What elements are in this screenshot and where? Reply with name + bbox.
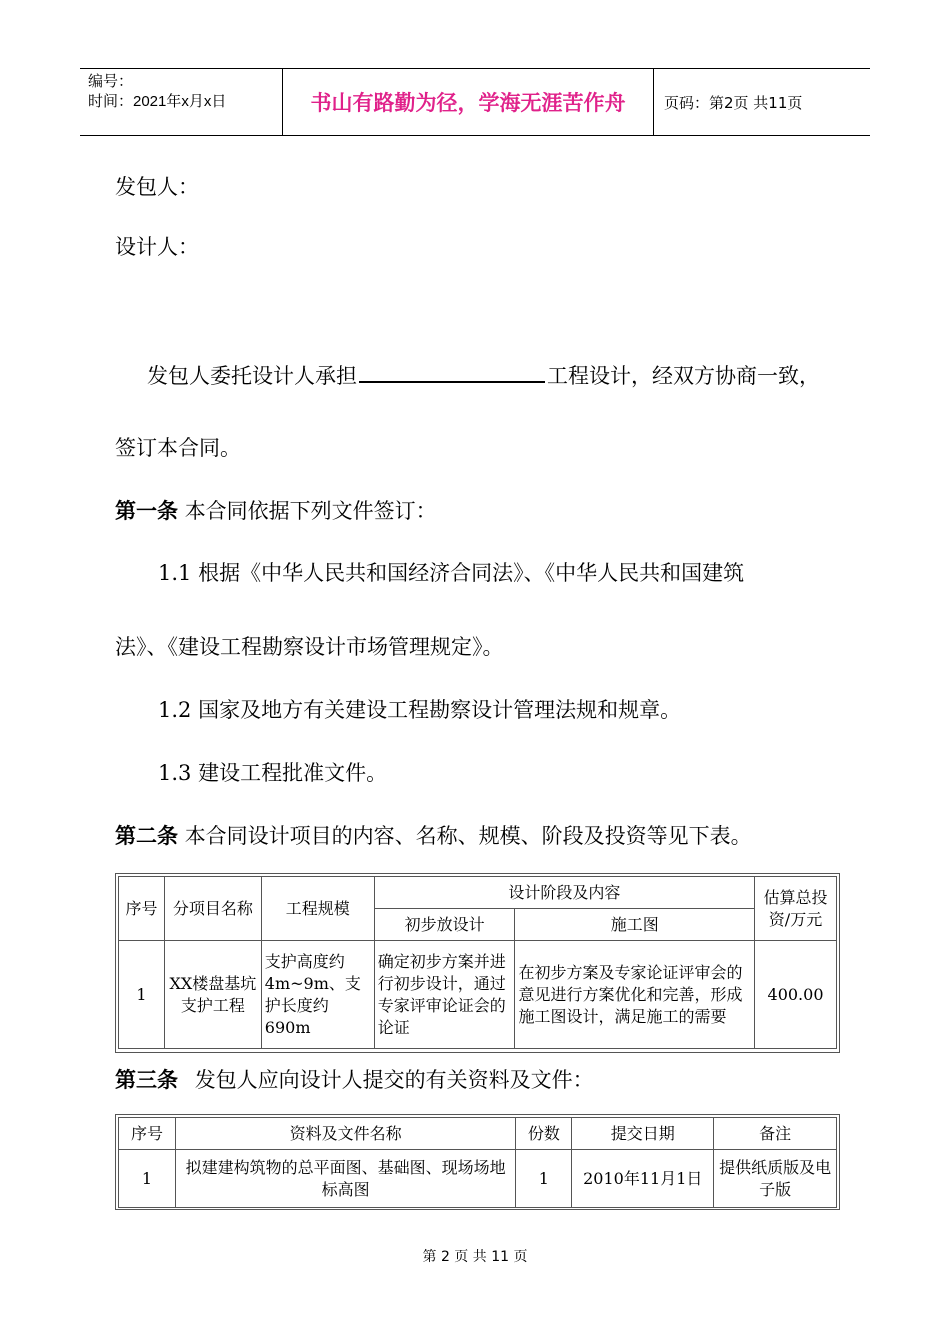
page-footer: 第 2 页 共 11 页 — [422, 1249, 528, 1265]
intro-paragraph — [147, 359, 820, 390]
table1-header-no: 序号 — [119, 877, 165, 941]
project-name-blank[interactable] — [359, 359, 545, 383]
table2-header-remark: 备注 — [714, 1118, 837, 1150]
table1-row-prelim: 确定初步方案并进行初步设计，通过专家评审论证会的论证 — [374, 941, 515, 1049]
table-row — [119, 1150, 837, 1208]
header-number: 编号： — [88, 73, 134, 90]
table2-row-date: 2010年11月1日 — [572, 1150, 714, 1208]
table1-row-construct: 在初步方案及专家论证评审会的意见进行方案优化和完善，形成施工图设计，满足施工的需要 — [515, 941, 755, 1049]
table1-row-name: XX楼盘基坑支护工程 — [164, 941, 261, 1049]
intro-text-c: 签订本合同。 — [115, 436, 241, 460]
page-header — [80, 68, 870, 136]
item-1-3: 1.3 建设工程批准文件。 — [158, 761, 388, 785]
table1-header-prelim: 初步放设计 — [374, 909, 515, 941]
article-2-title: 第二条 — [115, 823, 178, 848]
header-motto: 书山有路勤为径，学海无涯苦作舟 — [283, 69, 654, 135]
header-meta — [80, 69, 283, 135]
item-1-2: 1.2 国家及地方有关建设工程勘察设计管理法规和规章。 — [158, 698, 682, 722]
header-time: 时间：2021年x月x日 — [88, 93, 227, 110]
article-2-text: 本合同设计项目的内容、名称、规模、阶段及投资等见下表。 — [184, 824, 752, 848]
designer-label: 设计人： — [115, 235, 199, 259]
table1-row-scale: 支护高度约4m~9m、支护长度约690m — [261, 941, 374, 1049]
table1-row-invest: 400.00 — [755, 941, 837, 1049]
employer-label: 发包人： — [115, 175, 199, 199]
article-1-text: 本合同依据下列文件签订： — [184, 499, 437, 523]
table1-header-scale: 工程规模 — [261, 877, 374, 941]
article-3-title: 第三条 — [115, 1067, 178, 1092]
table1-row-no: 1 — [119, 941, 165, 1049]
table1-header-construct: 施工图 — [515, 909, 755, 941]
item-1-1a: 1.1 根据《中华人民共和国经济合同法》、《中华人民共和国建筑 — [158, 561, 745, 585]
article-2 — [115, 822, 752, 850]
intro-text-b: 工程设计，经双方协商一致， — [547, 364, 820, 388]
table2-row-no: 1 — [119, 1150, 176, 1208]
design-project-table — [118, 876, 837, 1049]
article-1-title: 第一条 — [115, 498, 178, 523]
intro-text-a: 发包人委托设计人承担 — [147, 364, 357, 388]
header-page-info: 页码：第2页 共11页 — [664, 93, 803, 112]
table1-header-name: 分项目名称 — [164, 877, 261, 941]
article-3 — [115, 1066, 594, 1094]
table2-row-copies: 1 — [516, 1150, 572, 1208]
table2-row-remark: 提供纸质版及电子版 — [714, 1150, 837, 1208]
item-1-1b: 法》、《建设工程勘察设计市场管理规定》。 — [115, 635, 504, 659]
table2-header-no: 序号 — [119, 1118, 176, 1150]
article-3-text: 发包人应向设计人提交的有关资料及文件： — [194, 1068, 594, 1092]
table2-header-date: 提交日期 — [572, 1118, 714, 1150]
table2-header-copies: 份数 — [516, 1118, 572, 1150]
table2-header-name: 资料及文件名称 — [175, 1118, 515, 1150]
table-row — [119, 941, 837, 1049]
article-1 — [115, 497, 437, 525]
table1-header-stage: 设计阶段及内容 — [374, 877, 754, 909]
table2-row-name: 拟建建构筑物的总平面图、基础图、现场场地标高图 — [175, 1150, 515, 1208]
submission-files-table — [118, 1117, 837, 1208]
table1-header-invest: 估算总投资/万元 — [755, 877, 837, 941]
